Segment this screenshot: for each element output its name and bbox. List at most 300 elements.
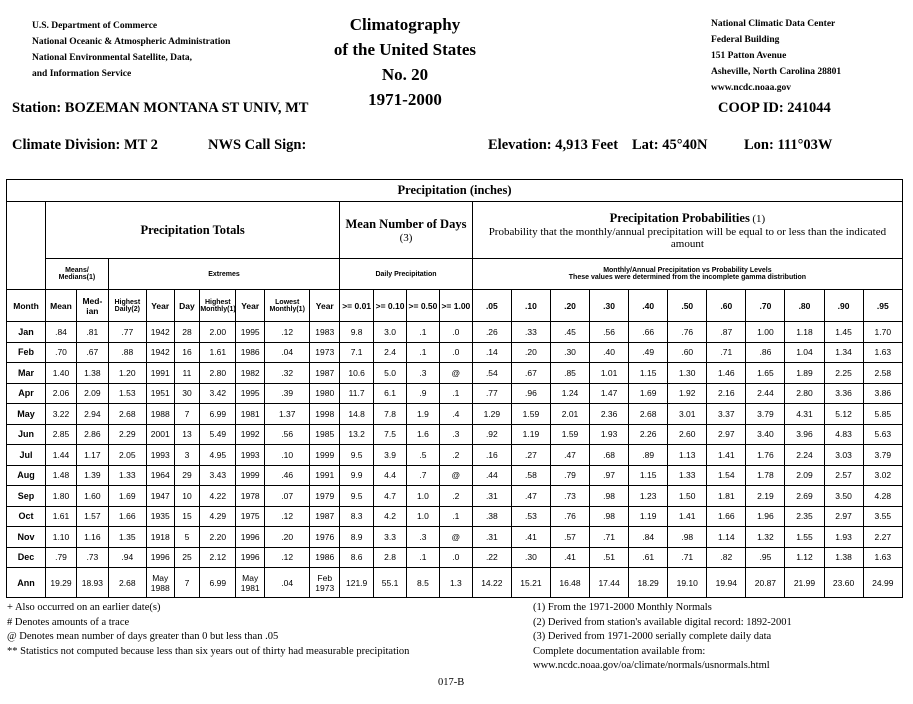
- table-cell: .2: [439, 445, 472, 466]
- table-cell: .94: [108, 547, 146, 568]
- table-cell: .12: [265, 547, 310, 568]
- table-cell: 1.35: [108, 527, 146, 548]
- table-row: [7, 445, 903, 466]
- table-cell: .39: [265, 383, 310, 404]
- ncdc-line: National Climatic Data Center: [711, 19, 836, 29]
- table-cell: 1991: [310, 465, 340, 486]
- table-row: [7, 424, 903, 445]
- table-cell: .54: [472, 363, 511, 384]
- column-header: Year: [310, 290, 340, 322]
- table-row: [7, 506, 903, 527]
- table-cell: 3.79: [746, 404, 785, 425]
- column-header: >= 0.50: [407, 290, 440, 322]
- table-cell: .07: [265, 486, 310, 507]
- table-cell: .41: [511, 527, 550, 548]
- table-cell: 1978: [236, 486, 265, 507]
- table-cell: 1983: [310, 322, 340, 343]
- table-cell: 4.28: [863, 486, 902, 507]
- table-cell: 5.85: [863, 404, 902, 425]
- table-cell: .04: [265, 568, 310, 598]
- table-cell: May 1981: [236, 568, 265, 598]
- table-cell: 1.41: [668, 506, 707, 527]
- table-cell: 4.2: [374, 506, 407, 527]
- table-cell: 1.34: [824, 342, 863, 363]
- climate-division: Climate Division: MT 2: [12, 137, 158, 153]
- table-cell: 3.43: [200, 465, 236, 486]
- month-cell: Dec: [7, 547, 46, 568]
- probability-levels-header: [472, 259, 902, 290]
- table-cell: 17.44: [590, 568, 629, 598]
- table-cell: 2.58: [863, 363, 902, 384]
- month-cell: Jul: [7, 445, 46, 466]
- table-cell: 2.06: [46, 383, 77, 404]
- documentation-note: Complete documentation available from:: [533, 645, 706, 657]
- table-cell: .30: [550, 342, 589, 363]
- probability-levels-title: Monthly/Annual Precipitation vs Probability Levels: [603, 267, 772, 274]
- table-cell: 30: [174, 383, 200, 404]
- table-cell: 1.19: [511, 424, 550, 445]
- table-cell: 1.20: [108, 363, 146, 384]
- table-cell: 1.53: [108, 383, 146, 404]
- table-cell: .84: [46, 322, 77, 343]
- table-cell: 2.97: [824, 506, 863, 527]
- table-cell: 2.68: [108, 568, 146, 598]
- table-cell: 7.5: [374, 424, 407, 445]
- table-cell: 6.99: [200, 404, 236, 425]
- column-header: .90: [824, 290, 863, 322]
- probabilities-label: Precipitation Probabilities: [609, 210, 750, 225]
- table-cell: .9: [407, 383, 440, 404]
- month-cell: Nov: [7, 527, 46, 548]
- month-cell: Apr: [7, 383, 46, 404]
- table-cell: 1.89: [785, 363, 824, 384]
- table-cell: .04: [265, 342, 310, 363]
- table-cell: 1985: [310, 424, 340, 445]
- table-cell: 1.69: [108, 486, 146, 507]
- column-header: .40: [629, 290, 668, 322]
- table-cell: 2.68: [108, 404, 146, 425]
- table-cell: .4: [439, 404, 472, 425]
- ncdc-website: www.ncdc.noaa.gov: [711, 83, 791, 93]
- table-cell: 1.33: [108, 465, 146, 486]
- table-cell: 1.15: [629, 465, 668, 486]
- table-cell: .77: [472, 383, 511, 404]
- table-cell: .32: [265, 363, 310, 384]
- table-cell: .1: [407, 547, 440, 568]
- table-cell: .49: [629, 342, 668, 363]
- table-cell: 1.13: [668, 445, 707, 466]
- table-cell: 1.30: [668, 363, 707, 384]
- table-cell: 1.04: [785, 342, 824, 363]
- table-cell: .47: [511, 486, 550, 507]
- documentation-url: www.ncdc.noaa.gov/oa/climate/normals/usnormals.html: [533, 660, 770, 671]
- month-cell: Feb: [7, 342, 46, 363]
- column-header: Month: [7, 290, 46, 322]
- table-cell: .51: [590, 547, 629, 568]
- table-cell: 1982: [236, 363, 265, 384]
- source-note: (2) Derived from station's available digital record: 1892-2001: [533, 616, 792, 628]
- table-cell: 1996: [236, 547, 265, 568]
- table-cell: .1: [407, 342, 440, 363]
- column-header: Year: [146, 290, 174, 322]
- month-cell: Jan: [7, 322, 46, 343]
- table-cell: 3: [174, 445, 200, 466]
- table-cell: .98: [668, 527, 707, 548]
- table-cell: .26: [472, 322, 511, 343]
- table-cell: 2.57: [824, 465, 863, 486]
- table-cell: 2.12: [200, 547, 236, 568]
- table-cell: 2.97: [707, 424, 746, 445]
- table-cell: .47: [550, 445, 589, 466]
- mean-days-label: Mean Number of Days: [345, 216, 467, 231]
- table-cell: 6.99: [200, 568, 236, 598]
- column-header: .80: [785, 290, 824, 322]
- table-cell: 3.3: [374, 527, 407, 548]
- ncdc-line: Federal Building: [711, 35, 780, 45]
- document-title: [300, 12, 510, 112]
- table-cell: .45: [550, 322, 589, 343]
- table-cell: 10.6: [340, 363, 374, 384]
- table-row: [7, 383, 903, 404]
- table-cell: @: [439, 363, 472, 384]
- column-header: .50: [668, 290, 707, 322]
- table-cell: 1.38: [824, 547, 863, 568]
- table-cell: 1976: [310, 527, 340, 548]
- table-cell: 1.50: [668, 486, 707, 507]
- table-cell: 25: [174, 547, 200, 568]
- table-cell: .67: [511, 363, 550, 384]
- table-cell: 9.8: [340, 322, 374, 343]
- table-cell: 2.44: [746, 383, 785, 404]
- means-medians-header: [46, 259, 109, 290]
- table-cell: .79: [46, 547, 77, 568]
- table-cell: 13.2: [340, 424, 374, 445]
- table-cell: 16.48: [550, 568, 589, 598]
- table-cell: .7: [407, 465, 440, 486]
- table-cell: 1.3: [439, 568, 472, 598]
- table-cell: 1.33: [668, 465, 707, 486]
- column-header: Mean: [46, 290, 77, 322]
- table-cell: .44: [472, 465, 511, 486]
- table-cell: 1.0: [407, 486, 440, 507]
- table-cell: 1992: [236, 424, 265, 445]
- column-header: .70: [746, 290, 785, 322]
- table-cell: 4.95: [200, 445, 236, 466]
- table-cell: 2.27: [863, 527, 902, 548]
- table-cell: 4.4: [374, 465, 407, 486]
- month-cell: Mar: [7, 363, 46, 384]
- table-cell: .27: [511, 445, 550, 466]
- table-cell: 1.70: [863, 322, 902, 343]
- table-cell: 2.80: [200, 363, 236, 384]
- station-name: Station: BOZEMAN MONTANA ST UNIV, MT: [12, 100, 309, 116]
- table-cell: 10: [174, 486, 200, 507]
- table-cell: .97: [590, 465, 629, 486]
- table-cell: 28: [174, 322, 200, 343]
- table-cell: 8.5: [407, 568, 440, 598]
- table-cell: 14.8: [340, 404, 374, 425]
- table-row: [7, 465, 903, 486]
- table-cell: .87: [707, 322, 746, 343]
- table-cell: 1.47: [590, 383, 629, 404]
- table-cell: 1.80: [46, 486, 77, 507]
- table-cell: 3.22: [46, 404, 77, 425]
- table-cell: .30: [511, 547, 550, 568]
- table-cell: 9.9: [340, 465, 374, 486]
- month-cell: Aug: [7, 465, 46, 486]
- table-cell: .60: [668, 342, 707, 363]
- table-cell: 1942: [146, 322, 174, 343]
- table-cell: .96: [511, 383, 550, 404]
- table-cell: 1.81: [707, 486, 746, 507]
- table-cell: 1935: [146, 506, 174, 527]
- table-cell: 3.03: [824, 445, 863, 466]
- table-cell: 4.31: [785, 404, 824, 425]
- table-cell: 3.9: [374, 445, 407, 466]
- table-cell: 3.01: [668, 404, 707, 425]
- table-cell: 1.14: [707, 527, 746, 548]
- table-cell: 1951: [146, 383, 174, 404]
- table-cell: 1973: [310, 342, 340, 363]
- table-title: Precipitation (inches): [7, 180, 903, 202]
- table-row: [7, 547, 903, 568]
- table-cell: .3: [439, 424, 472, 445]
- table-cell: 1.63: [863, 547, 902, 568]
- longitude: Lon: 111°03W: [744, 137, 833, 153]
- table-cell: 1995: [236, 383, 265, 404]
- footnotes: [7, 601, 409, 659]
- table-cell: .31: [472, 486, 511, 507]
- table-cell: 1.45: [824, 322, 863, 343]
- table-cell: .89: [629, 445, 668, 466]
- table-cell: 1.40: [46, 363, 77, 384]
- table-cell: 7.1: [340, 342, 374, 363]
- table-cell: 1999: [310, 445, 340, 466]
- month-cell: Jun: [7, 424, 46, 445]
- table-cell: .22: [472, 547, 511, 568]
- precipitation-totals-label: Precipitation Totals: [140, 222, 245, 237]
- table-cell: 1.66: [707, 506, 746, 527]
- table-cell: .20: [511, 342, 550, 363]
- table-cell: 1.16: [76, 527, 108, 548]
- probabilities-note: (1): [752, 212, 766, 225]
- table-row: [7, 568, 903, 598]
- table-cell: 1964: [146, 465, 174, 486]
- table-cell: 7: [174, 404, 200, 425]
- column-header: .30: [590, 290, 629, 322]
- table-cell: 18.29: [629, 568, 668, 598]
- table-cell: 1.48: [46, 465, 77, 486]
- precipitation-totals-header: [46, 202, 340, 259]
- table-cell: 7.8: [374, 404, 407, 425]
- table-cell: 20.87: [746, 568, 785, 598]
- table-cell: .79: [550, 465, 589, 486]
- table-cell: 1.10: [46, 527, 77, 548]
- table-cell: 1991: [146, 363, 174, 384]
- column-header: .10: [511, 290, 550, 322]
- table-cell: 9.5: [340, 486, 374, 507]
- table-cell: 3.0: [374, 322, 407, 343]
- column-header: Highest Daily(2): [108, 290, 146, 322]
- table-cell: 2.16: [707, 383, 746, 404]
- table-cell: 3.96: [785, 424, 824, 445]
- table-cell: @: [439, 465, 472, 486]
- table-cell: 1.55: [785, 527, 824, 548]
- table-cell: 1.93: [824, 527, 863, 548]
- table-cell: .82: [707, 547, 746, 568]
- probabilities-description: Probability that the monthly/annual precipitation will be equal to or less than the indicated amount: [488, 225, 887, 250]
- table-cell: .0: [439, 342, 472, 363]
- table-cell: 3.50: [824, 486, 863, 507]
- table-cell: 1.37: [265, 404, 310, 425]
- latitude: Lat: 45°40N: [632, 137, 708, 153]
- table-cell: 1.54: [707, 465, 746, 486]
- title-line: No. 20: [381, 65, 429, 84]
- table-cell: .76: [550, 506, 589, 527]
- table-cell: 2.05: [108, 445, 146, 466]
- column-header: .20: [550, 290, 589, 322]
- table-cell: .16: [472, 445, 511, 466]
- table-cell: .20: [265, 527, 310, 548]
- table-cell: .56: [265, 424, 310, 445]
- table-cell: 13: [174, 424, 200, 445]
- table-cell: .57: [550, 527, 589, 548]
- table-cell: 5.49: [200, 424, 236, 445]
- table-cell: 1.15: [629, 363, 668, 384]
- table-cell: 3.42: [200, 383, 236, 404]
- table-cell: .81: [76, 322, 108, 343]
- table-cell: .1: [407, 322, 440, 343]
- table-cell: 2.01: [550, 404, 589, 425]
- column-header: >= 0.01: [340, 290, 374, 322]
- table-cell: 1.78: [746, 465, 785, 486]
- table-cell: 1996: [146, 547, 174, 568]
- table-cell: 1975: [236, 506, 265, 527]
- table-cell: 1.46: [707, 363, 746, 384]
- table-cell: 3.02: [863, 465, 902, 486]
- ncdc-line: Asheville, North Carolina 28801: [711, 67, 842, 77]
- table-cell: 1.57: [76, 506, 108, 527]
- table-cell: 4.29: [200, 506, 236, 527]
- table-cell: 2.4: [374, 342, 407, 363]
- table-row: [7, 527, 903, 548]
- table-cell: .85: [550, 363, 589, 384]
- table-cell: 1980: [310, 383, 340, 404]
- table-cell: 24.99: [863, 568, 902, 598]
- table-cell: 1.0: [407, 506, 440, 527]
- table-cell: 2.68: [629, 404, 668, 425]
- table-cell: 1995: [236, 322, 265, 343]
- table-cell: 1.93: [590, 424, 629, 445]
- table-cell: 2.26: [629, 424, 668, 445]
- table-cell: 23.60: [824, 568, 863, 598]
- table-cell: 4.83: [824, 424, 863, 445]
- column-header: Year: [236, 290, 265, 322]
- month-cell: Ann: [7, 568, 46, 598]
- means-medians-note: (1): [86, 274, 96, 281]
- table-cell: 2.60: [668, 424, 707, 445]
- table-cell: 1918: [146, 527, 174, 548]
- source-note: (1) From the 1971-2000 Monthly Normals: [533, 602, 712, 613]
- table-cell: .1: [439, 383, 472, 404]
- table-cell: 4.22: [200, 486, 236, 507]
- table-cell: 1.9: [407, 404, 440, 425]
- table-cell: Feb 1973: [310, 568, 340, 598]
- footnote: + Also occurred on an earlier date(s): [7, 602, 161, 613]
- agency-line: U.S. Department of Commerce: [32, 21, 158, 31]
- table-cell: 2.36: [590, 404, 629, 425]
- month-cell: Oct: [7, 506, 46, 527]
- ncdc-line: 151 Patton Avenue: [711, 51, 787, 61]
- column-header: Highest Monthly(1): [200, 290, 236, 322]
- table-cell: 1993: [146, 445, 174, 466]
- elevation: Elevation: 4,913 Feet: [488, 137, 619, 153]
- table-cell: 1988: [146, 404, 174, 425]
- agency-line: National Oceanic & Atmospheric Administration: [32, 37, 231, 47]
- source-note: (3) Derived from 1971-2000 serially complete daily data: [533, 631, 772, 642]
- table-cell: 2001: [146, 424, 174, 445]
- table-cell: .73: [76, 547, 108, 568]
- source-notes: [533, 601, 792, 674]
- table-cell: .98: [590, 506, 629, 527]
- probabilities-header: [472, 202, 902, 259]
- table-cell: 1.59: [511, 404, 550, 425]
- table-cell: 11: [174, 363, 200, 384]
- column-header: .05: [472, 290, 511, 322]
- table-cell: 19.94: [707, 568, 746, 598]
- table-cell: 1996: [236, 527, 265, 548]
- table-cell: 1.44: [46, 445, 77, 466]
- table-cell: 1.59: [550, 424, 589, 445]
- table-cell: 2.00: [200, 322, 236, 343]
- table-row: [7, 322, 903, 343]
- probability-levels-subtitle: These values were determined from the incomplete gamma distribution: [568, 274, 807, 281]
- table-cell: 2.69: [785, 486, 824, 507]
- table-cell: .77: [108, 322, 146, 343]
- table-cell: 2.20: [200, 527, 236, 548]
- table-cell: 1.60: [76, 486, 108, 507]
- mean-days-note: (3): [399, 231, 413, 244]
- table-cell: 1.29: [472, 404, 511, 425]
- agency-block: [32, 18, 230, 82]
- table-cell: 2.24: [785, 445, 824, 466]
- footnote: # Denotes amounts of a trace: [7, 616, 130, 628]
- table-cell: 1986: [310, 547, 340, 568]
- table-row: [7, 404, 903, 425]
- table-cell: 19.10: [668, 568, 707, 598]
- table-cell: 1999: [236, 465, 265, 486]
- table-cell: 2.29: [108, 424, 146, 445]
- table-cell: .1: [439, 506, 472, 527]
- table-cell: .56: [590, 322, 629, 343]
- table-cell: 1.96: [746, 506, 785, 527]
- table-cell: .0: [439, 547, 472, 568]
- table-cell: 1986: [236, 342, 265, 363]
- table-row: [7, 342, 903, 363]
- table-cell: 1.32: [746, 527, 785, 548]
- table-cell: 1979: [310, 486, 340, 507]
- table-cell: 16: [174, 342, 200, 363]
- table-cell: .73: [550, 486, 589, 507]
- column-header: Med- ian: [76, 290, 108, 322]
- table-cell: .95: [746, 547, 785, 568]
- table-cell: .71: [707, 342, 746, 363]
- table-cell: 1.01: [590, 363, 629, 384]
- table-cell: 19.29: [46, 568, 77, 598]
- table-cell: 8.9: [340, 527, 374, 548]
- station-info-row: [12, 137, 902, 157]
- table-cell: 3.79: [863, 445, 902, 466]
